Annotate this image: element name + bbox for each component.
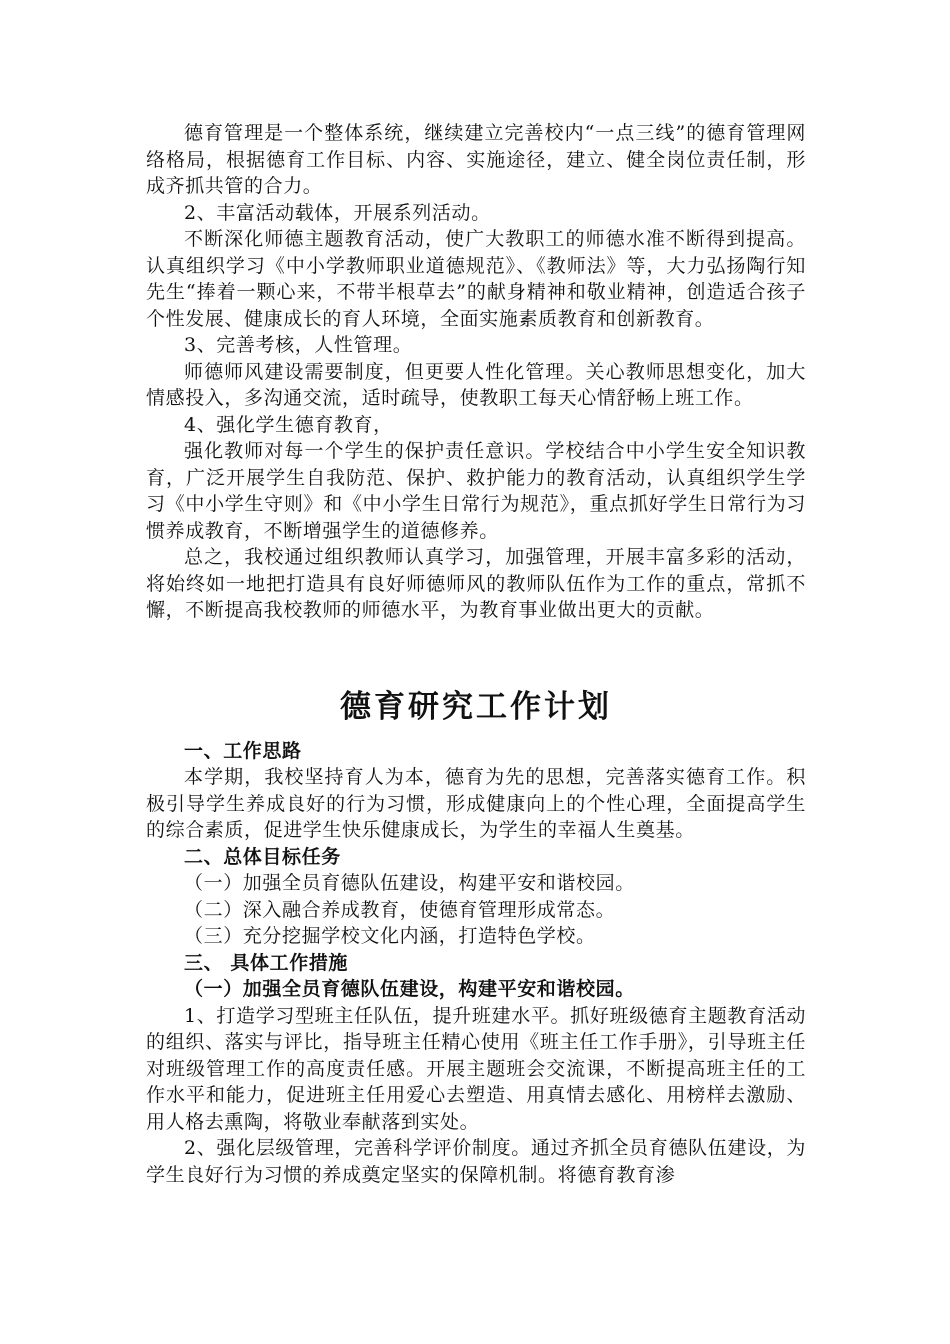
page-title: 德育研究工作计划 bbox=[340, 688, 612, 725]
list-item: （三）充分挖掘学校文化内涵，打造特色学校。 bbox=[184, 925, 596, 947]
sub-heading: （一）加强全员育德队伍建设，构建平安和谐校园。 bbox=[184, 978, 635, 1000]
list-item: （一）加强全员育德队伍建设，构建平安和谐校园。 bbox=[184, 872, 635, 894]
paragraph: 师德师风建设需要制度，但更要人性化管理。关心教师思想变化，加大情感投入，多沟通交流，适时疏导，使教职工每天心情舒畅上班工作。 bbox=[146, 360, 806, 409]
section-heading: 三、 具体工作措施 bbox=[184, 951, 349, 974]
paragraph: 不断深化师德主题教育活动，使广大教职工的师德水准不断得到提高。认真组织学习《中小学教师职业道德规范》、《教师法》等，大力弘扬陶行知先生“捧着一颗心来，不带半根草去”的献身精神和敬业精神，创造适合孩子个性发展、健康成长的育人环境，全面实施素质教育和创新教育。 bbox=[146, 228, 806, 330]
paragraph: 强化教师对每一个学生的保护责任意识。学校结合中小学生安全知识教育，广泛开展学生自我防范、保护、救护能力的教育活动，认真组织学生学习《中小学生守则》和《中小学生日常行为规范》，重点抓好学生日常行为习惯养成教育，不断增强学生的道德修养。 bbox=[146, 440, 806, 542]
list-heading: 3、完善考核，人性管理。 bbox=[184, 334, 413, 356]
paragraph: 本学期，我校坚持育人为本，德育为先的思想，完善落实德育工作。积极引导学生养成良好的行为习惯，形成健康向上的个性心理，全面提高学生的综合素质，促进学生快乐健康成长，为学生的幸福人生奠基。 bbox=[146, 766, 806, 841]
list-item: （二）深入融合养成教育，使德育管理形成常态。 bbox=[184, 898, 616, 921]
section-heading: 一、工作思路 bbox=[184, 739, 302, 762]
paragraph: 1、打造学习型班主任队伍，提升班建水平。抓好班级德育主题教育活动的组织、落实与评比，指导班主任精心使用《班主任工作手册》，引导班主任对班级管理工作的高度责任感。开展主题班会交流课，不断提高班主任的工作水平和能力，促进班主任用爱心去塑造、用真情去感化、用榜样去激励、用人格去熏陶，将敬业奉献落到实处。 bbox=[146, 1004, 806, 1133]
list-heading: 2、丰富活动载体，开展系列活动。 bbox=[184, 201, 491, 224]
paragraph: 总之，我校通过组织教师认真学习，加强管理，开展丰富多彩的活动，将始终如一地把打造具有良好师德师风的教师队伍作为工作的重点，常抓不懈，不断提高我校教师的师德水平，为教育事业做出更大的贡献。 bbox=[146, 546, 806, 621]
list-heading: 4、强化学生德育教育， bbox=[184, 413, 393, 436]
paragraph: 德育管理是一个整体系统，继续建立完善校内“一点三线”的德育管理网络格局，根据德育工作目标、内容、实施途径，建立、健全岗位责任制，形成齐抓共管的合力。 bbox=[146, 122, 806, 197]
document-page bbox=[146, 120, 806, 1188]
section-heading: 二、总体目标任务 bbox=[184, 845, 341, 868]
paragraph: 2、强化层级管理，完善科学评价制度。通过齐抓全员育德队伍建设，为学生良好行为习惯的养成奠定坚实的保障机制。将德育教育渗 bbox=[146, 1137, 806, 1186]
